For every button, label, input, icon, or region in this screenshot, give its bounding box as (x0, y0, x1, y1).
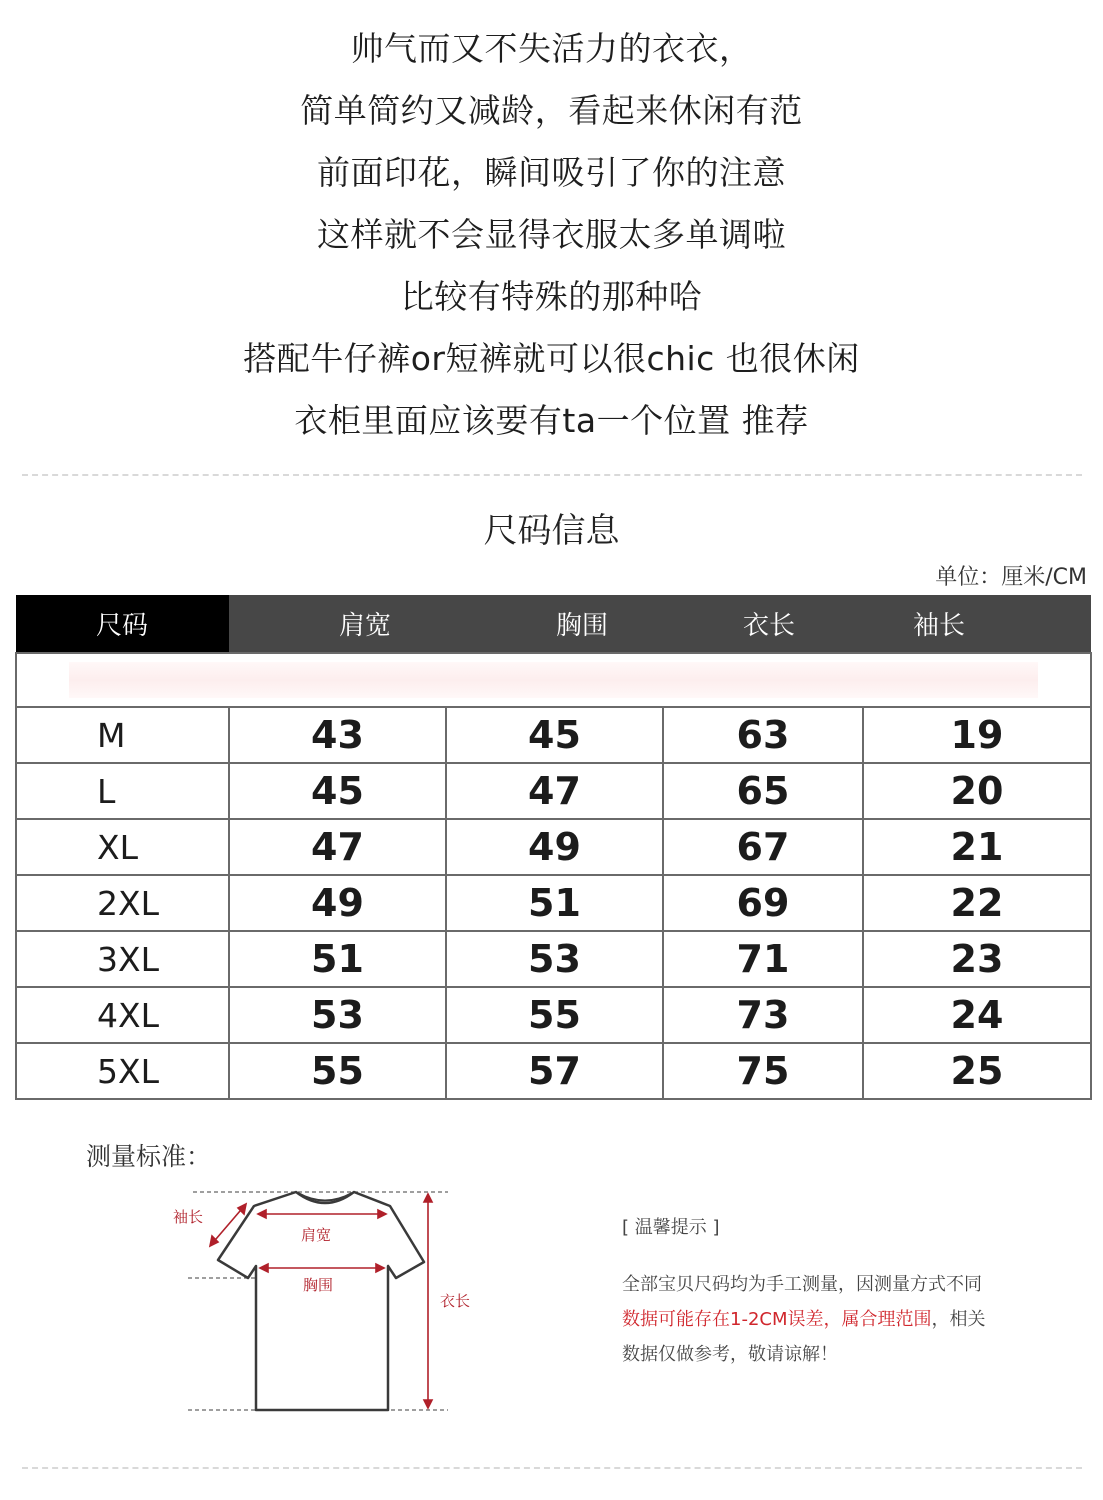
length-cell: 75 (663, 1043, 863, 1099)
chest-cell: 47 (446, 763, 663, 819)
length-cell: 63 (663, 707, 863, 763)
table-row (16, 819, 1091, 875)
measurement-title: 测量标准： (86, 1142, 212, 1171)
header-size: 尺码 (16, 595, 229, 653)
size-cell: M (16, 707, 229, 763)
table-row (16, 1043, 1091, 1099)
sleeve-cell: 25 (863, 1043, 1091, 1099)
shoulder-cell: 43 (229, 707, 446, 763)
sleeve-cell: 23 (863, 931, 1091, 987)
size-cell: L (16, 763, 229, 819)
intro-line: 比较有特殊的那种哈 (400, 277, 703, 316)
sleeve-cell: 21 (863, 819, 1091, 875)
table-row (16, 987, 1091, 1043)
table-row (16, 931, 1091, 987)
tshirt-outline-icon (218, 1192, 424, 1410)
intro-line: 衣柜里面应该要有ta一个位置 推荐 (294, 401, 809, 440)
chest-cell: 55 (446, 987, 663, 1043)
unit-label: 单位：厘米/CM (935, 565, 1087, 590)
size-info-title: 尺码信息 (483, 511, 620, 551)
size-cell: 5XL (16, 1043, 229, 1099)
length-cell: 65 (663, 763, 863, 819)
table-blank-row (16, 653, 1091, 707)
tips-box (622, 1210, 1062, 1372)
tips-title: [ 温馨提示 ] (622, 1217, 720, 1238)
tips-error-note: 数据可能存在1-2CM误差，属合理范围 (622, 1309, 932, 1330)
table-row (16, 707, 1091, 763)
size-table (15, 595, 1092, 1100)
dashed-divider-bottom (22, 1467, 1082, 1469)
dashed-divider (22, 474, 1082, 476)
tips-line-rest: ，相关 (931, 1309, 986, 1330)
sleeve-cell: 22 (863, 875, 1091, 931)
intro-text (0, 18, 1103, 452)
header-length: 衣长 (663, 595, 863, 653)
shoulder-cell: 49 (229, 875, 446, 931)
sleeve-cell: 19 (863, 707, 1091, 763)
length-cell: 71 (663, 931, 863, 987)
shoulder-cell: 55 (229, 1043, 446, 1099)
chest-cell: 45 (446, 707, 663, 763)
intro-line: 这样就不会显得衣服太多单调啦 (317, 215, 786, 254)
table-row (16, 875, 1091, 931)
intro-line: 简单简约又减龄，看起来休闲有范 (300, 91, 803, 130)
chest-cell: 49 (446, 819, 663, 875)
sleeve-cell: 20 (863, 763, 1091, 819)
chest-cell: 53 (446, 931, 663, 987)
shoulder-cell: 45 (229, 763, 446, 819)
sleeve-label: 袖长 (173, 1208, 204, 1226)
tips-line (622, 1302, 1062, 1337)
table-row (16, 763, 1091, 819)
length-label: 衣长 (440, 1292, 471, 1310)
shoulder-cell: 51 (229, 931, 446, 987)
size-cell: XL (16, 819, 229, 875)
tshirt-measurement-diagram (168, 1180, 488, 1420)
shoulder-cell: 53 (229, 987, 446, 1043)
chest-cell: 57 (446, 1043, 663, 1099)
length-cell: 73 (663, 987, 863, 1043)
intro-line: 帅气而又不失活力的衣衣， (350, 29, 753, 68)
size-cell: 3XL (16, 931, 229, 987)
intro-line: 前面印花，瞬间吸引了你的注意 (317, 153, 786, 192)
shoulder-cell: 47 (229, 819, 446, 875)
chest-label: 胸围 (303, 1276, 334, 1294)
sleeve-cell: 24 (863, 987, 1091, 1043)
header-chest: 胸围 (446, 595, 663, 653)
blank-cell (16, 653, 1091, 707)
shoulder-label: 肩宽 (301, 1226, 332, 1244)
header-shoulder: 肩宽 (229, 595, 446, 653)
intro-line: 搭配牛仔裤or短裤就可以很chic 也很休闲 (243, 339, 860, 378)
tips-line: 数据仅做参考，敬请谅解！ (622, 1344, 838, 1365)
chest-cell: 51 (446, 875, 663, 931)
header-sleeve: 袖长 (863, 595, 1091, 653)
size-cell: 2XL (16, 875, 229, 931)
table-header-row (16, 595, 1091, 653)
tips-line: 全部宝贝尺码均为手工测量，因测量方式不同 (622, 1274, 982, 1295)
size-cell: 4XL (16, 987, 229, 1043)
length-cell: 69 (663, 875, 863, 931)
length-cell: 67 (663, 819, 863, 875)
